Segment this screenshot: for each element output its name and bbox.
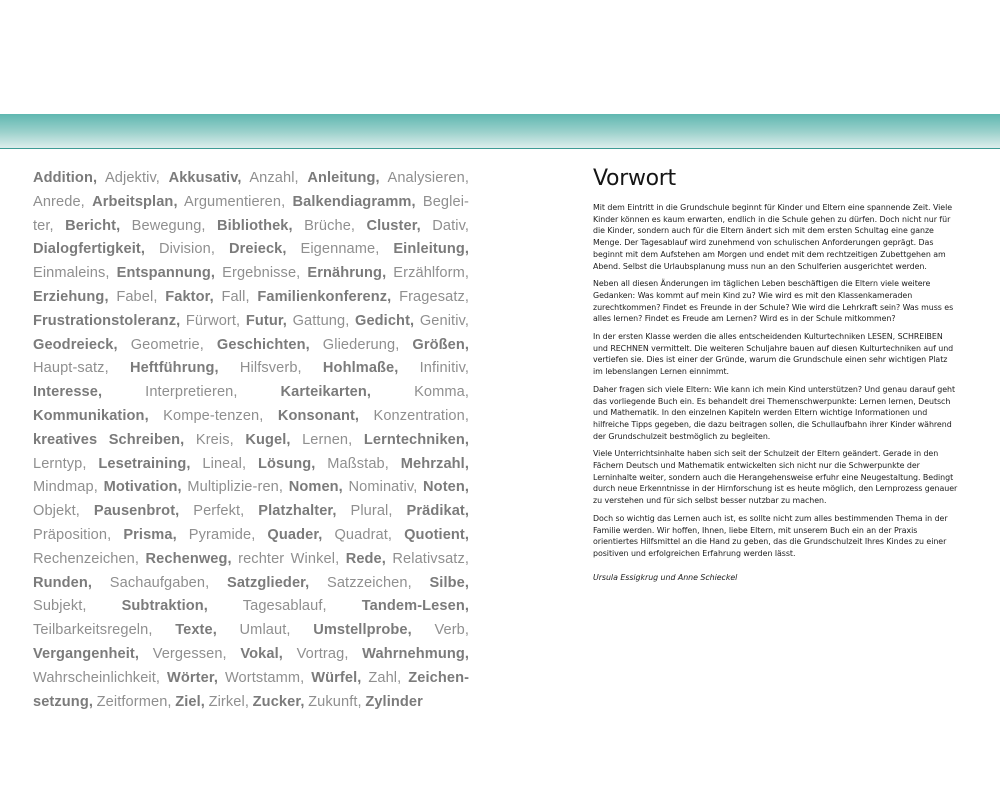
keyword: Genitiv, (419, 312, 470, 329)
keyword: rechter Winkel, (238, 550, 340, 567)
keyword: Subtraktion, (121, 598, 208, 615)
keyword: Analysieren, (387, 170, 470, 186)
keyword: Tandem-Lesen, (361, 598, 469, 615)
keyword: Zeichen-setzung, (33, 669, 470, 710)
keyword: Fürwort, (185, 312, 241, 329)
keyword: Division, (158, 241, 215, 258)
keyword: Zirkel, (208, 693, 250, 710)
keyword: Vergessen, (152, 645, 227, 662)
keyword: Kommunikation, (33, 407, 149, 424)
keyword: Interesse, (33, 384, 103, 401)
keyword: Infinitiv, (419, 360, 470, 377)
keyword: Gattung, (292, 312, 350, 329)
keyword: Eigenname, (300, 241, 380, 258)
keyword: Hohlmaße, (322, 360, 399, 377)
keyword: Prädikat, (406, 503, 470, 520)
keyword: Beglei-ter, (33, 193, 470, 234)
keyword: Zeitformen, (96, 693, 172, 710)
keyword: Prisma, (123, 526, 177, 543)
keyword: Tagesablauf, (242, 598, 327, 615)
foreword-paragraph-2: Neben all diesen Änderungen im täglichen Leben beschäftigen die Eltern viele weitere Gedanken: Was kommt auf mein Kind zu? Wie wird es mit den Klassenkameraden zurechtkommen? Findet es Freunde in der Schule? Wie wird die Lehrkraft sein? Was muss es alles lernen? Findet es Freude am Lernen? Wird es in der Schule mitkommen? (593, 279, 954, 324)
keyword: Faktor, (165, 288, 214, 305)
keyword: Pausenbrot, (93, 503, 180, 520)
keyword: Lerntechniken, (363, 431, 470, 448)
keyword: Vergangenheit, (33, 645, 140, 662)
keyword: Wörter, (167, 669, 218, 686)
keyword: Wahrnehmung, (362, 645, 470, 662)
keyword: Lösung, (257, 455, 316, 472)
foreword-signature: Ursula Essigkrug und Anne Schieckel (593, 572, 738, 582)
keyword: Zahl, (368, 669, 402, 686)
keyword: Satzzeichen, (327, 574, 412, 591)
keyword: Erzählform, (393, 265, 470, 282)
keyword: Gedicht, (355, 312, 415, 329)
keyword: Relativsatz, (392, 550, 470, 567)
keyword: Verb, (434, 622, 470, 639)
keyword: Argumentieren, (184, 193, 286, 210)
keyword: Geschichten, (216, 336, 310, 353)
keyword: Konsonant, (277, 407, 360, 424)
keyword: Wortstamm, (224, 669, 305, 686)
keyword: Karteikarten, (280, 384, 372, 401)
keyword: Maßstab, (327, 455, 389, 472)
keyword: Rede, (345, 550, 386, 567)
keyword: Würfel, (311, 669, 362, 686)
keyword: Satzglieder, (226, 574, 310, 591)
foreword-paragraph-1: Mit dem Eintritt in die Grundschule beginnt für Kinder und Eltern eine spannende Zeit. Viele Kinder können es kaum erwarten, endlich in die Schule gehen zu dürfen. Doch nicht nur für die Kinder, sondern auch für die Eltern ändert sich mit dem ersten Schultag eine ganze Menge. Der Tagesablauf wird zunehmend von schulischen Anforderungen geprägt. Das beginnt mit dem Aufstehen am Morgen und endet mit dem rechtzeitigen Zubettgehen am Abend. Selbst die Urlaubsplanung muss nun an den Schulferien ausgerichtet werden. (593, 203, 953, 271)
keyword: Dialogfertigkeit, (33, 241, 145, 258)
keyword: Haupt-satz, (33, 360, 109, 377)
keyword: Objekt, (33, 503, 80, 520)
keyword: Frustrationstoleranz, (33, 312, 181, 329)
keyword: Rechenzeichen, (33, 550, 140, 567)
keyword: Umstellprobe, (313, 622, 412, 639)
keyword: Geometrie, (130, 336, 204, 353)
foreword-paragraph-6: Doch so wichtig das Lernen auch ist, es sollte nicht zum alles bestimmenden Thema in der Familie werden. Wir hoffen, Ihnen, liebe Eltern, mit unserem Buch ein an der Praxis orientiertes Hilfsmittel an die Hand zu geben, das die Grundschulzeit Ihres Kindes zu einer positiven und erfolgreichen Erfahrung werden lässt. (593, 513, 948, 558)
keyword: Teilbarkeitsregeln, (33, 622, 153, 639)
keyword: Balkendiagramm, (292, 193, 416, 210)
keyword: Runden, (33, 574, 93, 591)
keyword: Dreieck, (228, 241, 287, 258)
keyword: Mehrzahl, (400, 455, 469, 472)
keyword: Kreis, (195, 431, 234, 448)
keyword: Zylinder (365, 693, 423, 710)
keyword: Perfekt, (193, 503, 245, 520)
keyword: Geodreieck, (33, 336, 118, 353)
keyword: Komma, (414, 384, 470, 401)
keyword: Subjekt, (33, 598, 87, 615)
keyword: Lerntyp, (33, 455, 87, 472)
keyword: Brüche, (304, 217, 356, 234)
keyword: Kugel, (245, 431, 291, 448)
keyword: Hilfsverb, (239, 360, 302, 377)
keyword: Akkusativ, (168, 170, 242, 186)
keyword: Texte, (175, 622, 217, 639)
keyword: Gliederung, (322, 336, 400, 353)
keyword: Mindmap, (33, 479, 98, 496)
keyword: Ernährung, (307, 265, 387, 282)
keyword: Multiplizie-ren, (187, 479, 284, 496)
keyword: Platzhalter, (258, 503, 337, 520)
keyword: Umlaut, (239, 622, 291, 639)
keyword: Erziehung, (33, 288, 109, 305)
keyword: Familienkonferenz, (257, 288, 392, 305)
keyword: Fabel, (116, 288, 158, 305)
keyword: Nominativ, (348, 479, 418, 496)
foreword-title: Vorwort (593, 166, 676, 191)
keyword: Anzahl, (249, 170, 299, 186)
keyword: Dativ, (432, 217, 470, 234)
keyword: Anleitung, (307, 170, 380, 186)
keyword: Interpretieren, (145, 384, 238, 401)
foreword-paragraph-4: Daher fragen sich viele Eltern: Wie kann ich mein Kind unterstützen? Und genau darauf geht das vorliegende Buch ein. Es behandelt drei Themenschwerpunkte: Lernen lernen, Deutsch und Mathematik. In den einzelnen Kapiteln werden Eltern wichtige Informationen und hilfreiche Tipps gegeben, die dazu beitragen sollen, die Schullaufbahn ihrer Kinder während der Grundschulzeit bestmöglich zu begleiten. (593, 384, 956, 441)
keyword: Anrede, (33, 193, 85, 210)
keyword: Ergebnisse, (222, 265, 301, 282)
keyword: Einleitung, (393, 241, 470, 258)
keyword: Plural, (350, 503, 393, 520)
keyword: Vortrag, (296, 645, 349, 662)
keyword: Vokal, (240, 645, 283, 662)
keyword: Zukunft, (308, 693, 362, 710)
keyword: Adjektiv, (104, 170, 160, 186)
keyword: Silbe, (429, 574, 469, 591)
keyword: Präposition, (33, 526, 112, 543)
keyword: Bericht, (65, 217, 121, 234)
keyword: Größen, (412, 336, 470, 353)
keyword: kreatives Schreiben, (33, 431, 185, 448)
keyword: Arbeitsplan, (92, 193, 178, 210)
keyword: Noten, (423, 479, 470, 496)
keyword: Bibliothek, (216, 217, 293, 234)
keyword: Sachaufgaben, (109, 574, 210, 591)
keyword: Rechenweg, (145, 550, 232, 567)
keyword: Futur, (245, 312, 287, 329)
keyword: Konzentration, (373, 407, 470, 424)
keyword: Lernen, (302, 431, 353, 448)
keyword: Bewegung, (131, 217, 206, 234)
keyword: Einmaleins, (33, 265, 110, 282)
foreword-section (593, 166, 958, 589)
keyword: Lineal, (202, 455, 247, 472)
keyword: Zucker, (252, 693, 305, 710)
keyword: Pyramide, (188, 526, 256, 543)
keyword: Nomen, (288, 479, 343, 496)
keyword: Ziel, (175, 693, 205, 710)
keyword: Fall, (221, 288, 250, 305)
keyword: Heftführung, (129, 360, 219, 377)
keyword: Entspannung, (116, 265, 216, 282)
foreword-paragraph-5: Viele Unterrichtsinhalte haben sich seit der Schulzeit der Eltern geändert. Gerade in den Fächern Deutsch und Mathematik entwickelten sich nicht nur die Schwerpunkte der Lerninhalte weiter, sondern auch die Herangehensweise erfuhr eine Neugestaltung. Bedingt durch neue Erkenntnisse in der Hirnforschung ist es heute möglich, den Lernprozess genauer zu verstehen und für sich selbst besser nutzbar zu machen. (593, 449, 958, 506)
foreword-paragraph-3: In der ersten Klasse werden die alles entscheidenden Kulturtechniken LESEN, SCHREIBEN und RECHNEN vermittelt. Die weiteren Schuljahre bauen auf diesen Kulturtechniken auf und vertiefen sie. Dies ist einer der Gründe, warum die Grundschule einen sehr wichtigen Platz im lebenslangen Lernen einnimmt. (593, 332, 954, 377)
keyword: Quader, (267, 526, 323, 543)
keyword: Wahrscheinlichkeit, (33, 669, 161, 686)
keyword: Fragesatz, (399, 288, 470, 305)
keyword: Quadrat, (334, 526, 393, 543)
keyword: Kompe-tenzen, (163, 407, 264, 424)
keyword: Motivation, (103, 479, 182, 496)
header-color-band (0, 114, 1000, 149)
keyword: Addition, (33, 170, 98, 186)
keyword: Quotient, (404, 526, 470, 543)
keyword: Cluster, (366, 217, 421, 234)
keyword-cloud (33, 167, 469, 714)
keyword: Lesetraining, (98, 455, 191, 472)
